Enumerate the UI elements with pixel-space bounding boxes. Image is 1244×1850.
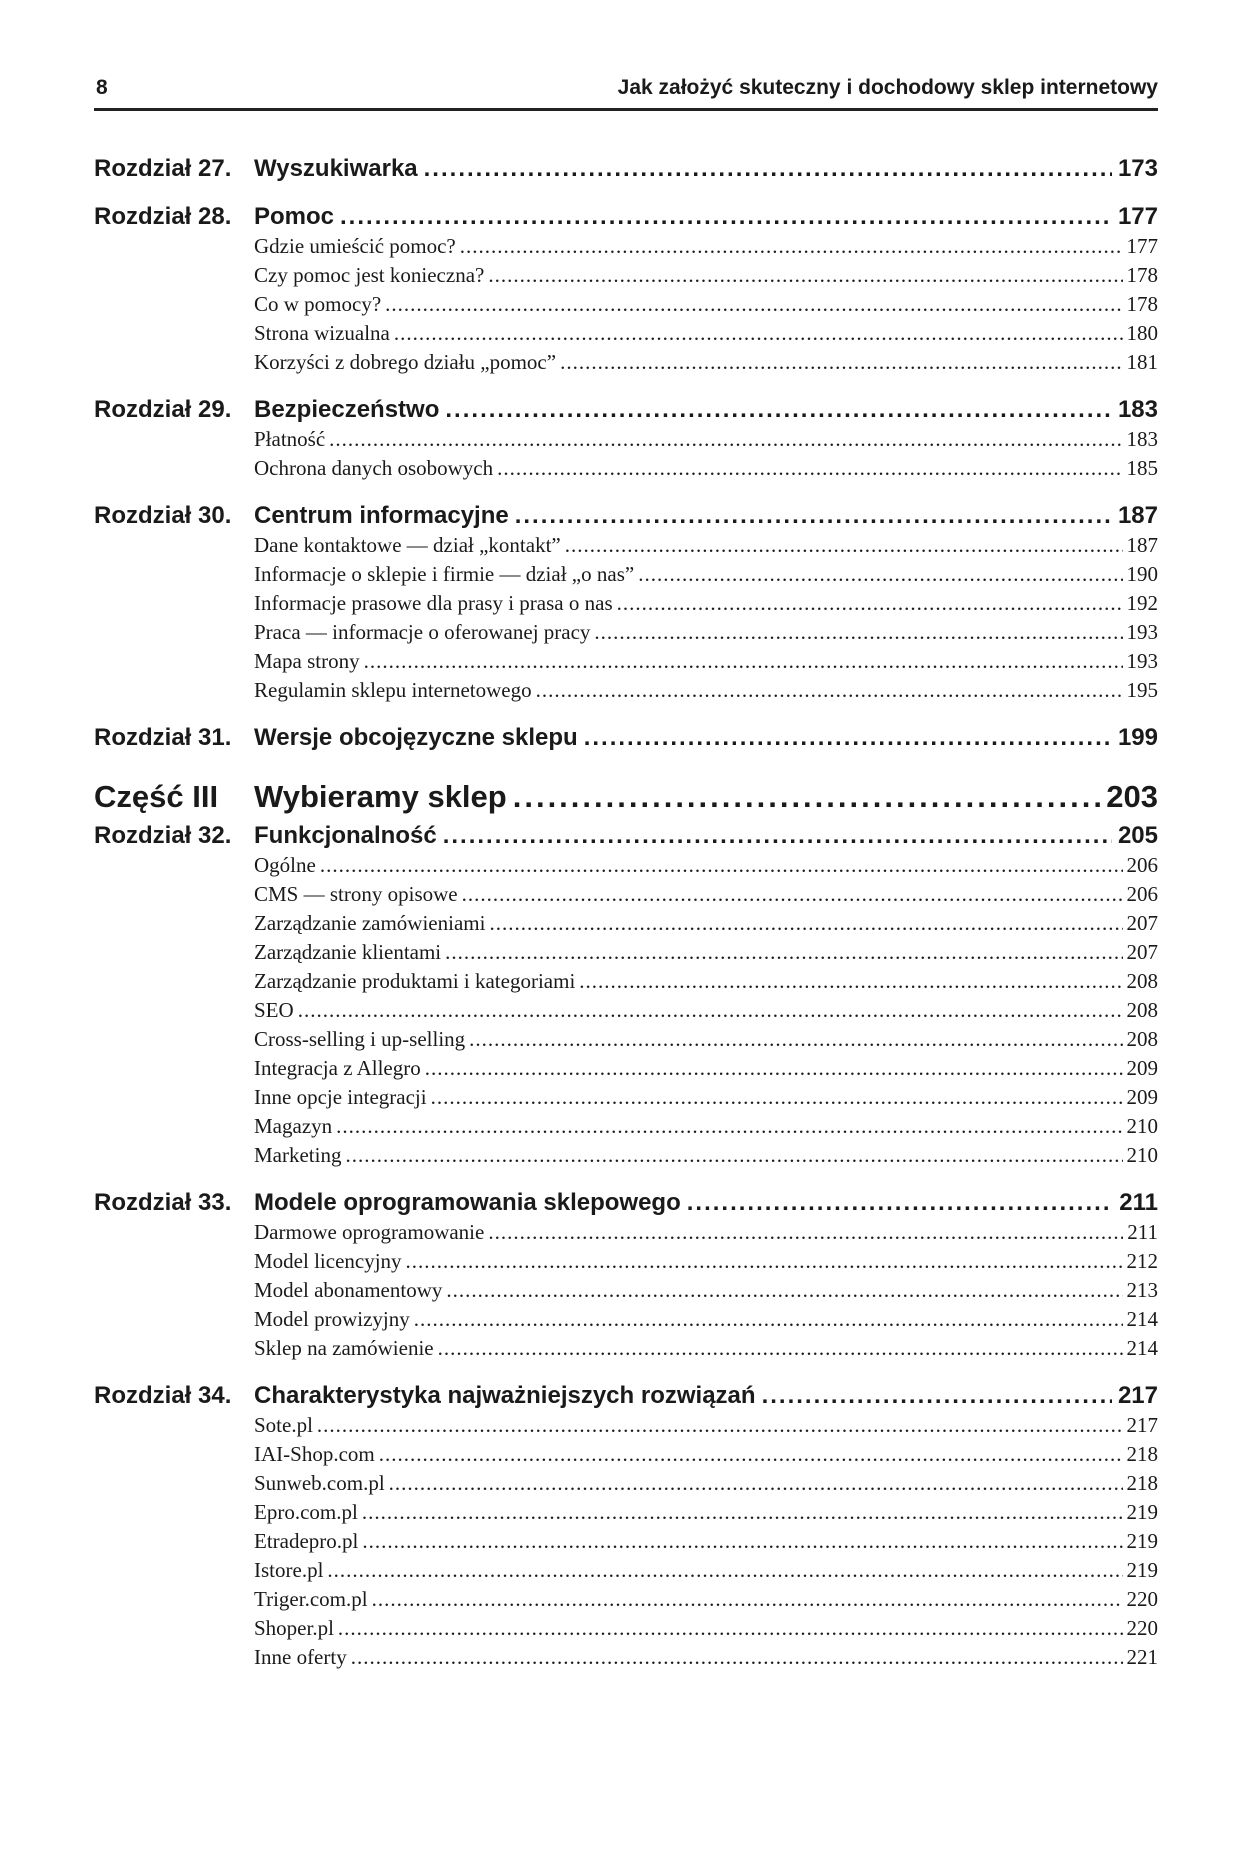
section-page: 208 [1126,1027,1158,1051]
section-page: 208 [1126,969,1158,993]
toc-chapter-30[interactable] [94,501,1158,531]
dot-leader [327,1556,1122,1585]
chapter-title: Pomoc [254,203,335,230]
dot-leader [638,560,1122,589]
dot-leader [488,1218,1123,1247]
toc-section[interactable] [94,319,1158,348]
toc-chapter-28[interactable] [94,202,1158,232]
dot-leader [385,290,1122,319]
section-page: 218 [1126,1471,1158,1495]
dot-leader [687,1188,1114,1218]
dot-leader [431,1083,1123,1112]
toc-section[interactable] [94,1527,1158,1556]
dot-leader [762,1381,1112,1411]
dot-leader [489,909,1122,938]
chapter-number: Rozdział 27. [94,155,232,182]
section-page: 209 [1126,1085,1158,1109]
dot-leader [536,676,1123,705]
section-title: CMS — strony opisowe [254,882,458,906]
section-page: 190 [1126,562,1158,586]
section-page: 210 [1126,1143,1158,1167]
section-page: 218 [1126,1442,1158,1466]
section-title: Etradepro.pl [254,1529,359,1553]
toc-section[interactable] [94,1054,1158,1083]
dot-leader [329,425,1122,454]
section-title: Ochrona danych osobowych [254,456,494,480]
section-page: 219 [1126,1529,1158,1553]
toc-section[interactable] [94,1112,1158,1141]
section-title: Cross-selling i up-selling [254,1027,466,1051]
section-page: 220 [1126,1616,1158,1640]
chapter-number: Rozdział 29. [94,396,232,423]
toc-chapter-29[interactable] [94,395,1158,425]
dot-leader [424,154,1112,184]
dot-leader [515,501,1112,531]
dot-leader [406,1247,1123,1276]
dot-leader [372,1585,1123,1614]
dot-leader [336,1112,1122,1141]
toc-section[interactable] [94,1141,1158,1170]
section-title: Shoper.pl [254,1616,334,1640]
dot-leader [338,1614,1123,1643]
chapter-number: Rozdział 28. [94,203,232,230]
toc-section[interactable] [94,1498,1158,1527]
toc-section[interactable] [94,880,1158,909]
chapter-title: Wersje obcojęzyczne sklepu [254,724,578,751]
dot-leader [389,1469,1123,1498]
toc-section[interactable] [94,560,1158,589]
section-title: IAI-Shop.com [254,1442,375,1466]
dot-leader [394,319,1123,348]
toc-chapter-32[interactable] [94,821,1158,851]
chapter-title: Bezpieczeństwo [254,396,440,423]
section-page: 219 [1126,1558,1158,1582]
toc-section[interactable] [94,1440,1158,1469]
section-page: 219 [1126,1500,1158,1524]
chapter-number: Rozdział 31. [94,724,232,751]
chapter-number: Rozdział 33. [94,1189,232,1216]
section-title: Zarządzanie produktami i kategoriami [254,969,576,993]
part-page: 203 [1106,779,1158,814]
section-title: SEO [254,998,294,1022]
toc-section[interactable] [94,1411,1158,1440]
toc-section[interactable] [94,938,1158,967]
section-page: 177 [1126,234,1158,258]
section-page: 178 [1126,263,1158,287]
table-of-contents [94,154,1158,1672]
toc-section[interactable] [94,348,1158,377]
dot-leader [445,938,1122,967]
dot-leader [345,1141,1122,1170]
section-title: Epro.com.pl [254,1500,358,1524]
dot-leader [579,967,1122,996]
section-title: Sklep na zamówienie [254,1336,434,1360]
section-page: 214 [1126,1336,1158,1360]
section-page: 181 [1126,350,1158,374]
section-title: Zarządzanie zamówieniami [254,911,486,935]
toc-section[interactable] [94,618,1158,647]
toc-section[interactable] [94,531,1158,560]
section-title: Marketing [254,1143,342,1167]
toc-section[interactable] [94,232,1158,261]
toc-section[interactable] [94,647,1158,676]
section-title: Triger.com.pl [254,1587,368,1611]
dot-leader [364,647,1123,676]
section-title: Integracja z Allegro [254,1056,421,1080]
toc-section[interactable] [94,1276,1158,1305]
dot-leader [414,1305,1123,1334]
dot-leader [362,1527,1122,1556]
toc-section[interactable] [94,676,1158,705]
section-page: 211 [1127,1220,1158,1244]
section-title: Zarządzanie klientami [254,940,442,964]
section-title: Mapa strony [254,649,360,673]
running-header [94,74,1158,111]
section-title: Inne opcje integracji [254,1085,427,1109]
section-page: 209 [1126,1056,1158,1080]
section-title: Sunweb.com.pl [254,1471,385,1495]
section-title: Korzyści z dobrego działu „pomoc” [254,350,557,374]
section-page: 220 [1126,1587,1158,1611]
section-title: Gdzie umieścić pomoc? [254,234,456,258]
chapter-page: 199 [1117,724,1158,751]
toc-section[interactable] [94,1083,1158,1112]
section-title: Inne oferty [254,1645,347,1669]
toc-section[interactable] [94,1469,1158,1498]
toc-section[interactable] [94,1556,1158,1585]
section-page: 208 [1126,998,1158,1022]
dot-leader [560,348,1122,377]
chapter-number: Rozdział 34. [94,1382,232,1409]
chapter-title: Modele oprogramowania sklepowego [254,1189,681,1216]
dot-leader [320,851,1123,880]
section-page: 195 [1126,678,1158,702]
chapter-title: Centrum informacyjne [254,502,509,529]
toc-section[interactable] [94,851,1158,880]
toc-section[interactable] [94,1614,1158,1643]
toc-section[interactable] [94,1334,1158,1363]
section-page: 217 [1126,1413,1158,1437]
dot-leader [462,880,1123,909]
chapter-page: 187 [1117,502,1158,529]
section-page: 180 [1126,321,1158,345]
chapter-title: Wyszukiwarka [254,155,418,182]
dot-leader [497,454,1122,483]
dot-leader [362,1498,1123,1527]
dot-leader [340,202,1112,232]
chapter-page: 173 [1117,155,1158,182]
section-title: Regulamin sklepu internetowego [254,678,532,702]
section-page: 185 [1126,456,1158,480]
page-number: 8 [96,76,108,99]
section-page: 206 [1126,853,1158,877]
section-page: 192 [1126,591,1158,615]
section-page: 187 [1126,533,1158,557]
toc-section[interactable] [94,1218,1158,1247]
section-page: 193 [1126,649,1158,673]
book-title: Jak założyć skuteczny i dochodowy sklep internetowy [617,76,1158,99]
section-page: 207 [1126,940,1158,964]
dot-leader [584,723,1112,753]
toc-section[interactable] [94,996,1158,1025]
section-title: Czy pomoc jest konieczna? [254,263,485,287]
toc-section[interactable] [94,1585,1158,1614]
section-title: Sote.pl [254,1413,313,1437]
dot-leader [379,1440,1123,1469]
dot-leader [425,1054,1123,1083]
section-page: 221 [1126,1645,1158,1669]
section-page: 212 [1126,1249,1158,1273]
chapter-number: Rozdział 32. [94,822,232,849]
part-title: Wybieramy sklep [254,779,507,814]
section-title: Strona wizualna [254,321,390,345]
dot-leader [513,777,1101,817]
toc-chapter-33[interactable] [94,1188,1158,1218]
section-page: 193 [1126,620,1158,644]
chapter-title: Charakterystyka najważniejszych rozwiązań [254,1382,756,1409]
dot-leader [438,1334,1123,1363]
dot-leader [443,821,1112,851]
dot-leader [469,1025,1122,1054]
section-title: Magazyn [254,1114,333,1138]
chapter-page: 177 [1117,203,1158,230]
dot-leader [298,996,1123,1025]
chapter-page: 205 [1117,822,1158,849]
section-title: Ogólne [254,853,316,877]
section-title: Model licencyjny [254,1249,402,1273]
chapter-page: 183 [1117,396,1158,423]
toc-section[interactable] [94,909,1158,938]
section-title: Dane kontaktowe — dział „kontakt” [254,533,561,557]
part-number: Część III [94,779,219,814]
section-page: 213 [1126,1278,1158,1302]
dot-leader [446,1276,1122,1305]
chapter-page: 211 [1119,1189,1158,1216]
section-page: 178 [1126,292,1158,316]
toc-section[interactable] [94,589,1158,618]
toc-section[interactable] [94,454,1158,483]
section-title: Model prowizyjny [254,1307,410,1331]
chapter-title: Funkcjonalność [254,822,437,849]
section-title: Informacje prasowe dla prasy i prasa o nas [254,591,613,615]
dot-leader [351,1643,1123,1672]
section-title: Co w pomocy? [254,292,382,316]
toc-chapter-27[interactable] [94,154,1158,184]
toc-section[interactable] [94,1247,1158,1276]
dot-leader [460,232,1123,261]
dot-leader [317,1411,1123,1440]
toc-part-3[interactable] [94,777,1158,817]
section-page: 210 [1126,1114,1158,1138]
chapter-page: 217 [1117,1382,1158,1409]
section-title: Model abonamentowy [254,1278,443,1302]
toc-section[interactable] [94,261,1158,290]
toc-section[interactable] [94,425,1158,454]
toc-section[interactable] [94,290,1158,319]
section-page: 206 [1126,882,1158,906]
section-title: Darmowe oprogramowanie [254,1220,485,1244]
section-page: 214 [1126,1307,1158,1331]
dot-leader [617,589,1123,618]
toc-chapter-31[interactable] [94,723,1158,753]
toc-section[interactable] [94,1643,1158,1672]
dot-leader [445,395,1112,425]
section-title: Istore.pl [254,1558,324,1582]
section-page: 183 [1126,427,1158,451]
dot-leader [594,618,1122,647]
dot-leader [565,531,1123,560]
toc-section[interactable] [94,967,1158,996]
section-title: Informacje o sklepie i firmie — dział „o nas” [254,562,635,586]
section-title: Praca — informacje o oferowanej pracy [254,620,591,644]
toc-section[interactable] [94,1025,1158,1054]
toc-chapter-34[interactable] [94,1381,1158,1411]
section-title: Płatność [254,427,326,451]
dot-leader [488,261,1122,290]
toc-section[interactable] [94,1305,1158,1334]
chapter-number: Rozdział 30. [94,502,232,529]
section-page: 207 [1126,911,1158,935]
